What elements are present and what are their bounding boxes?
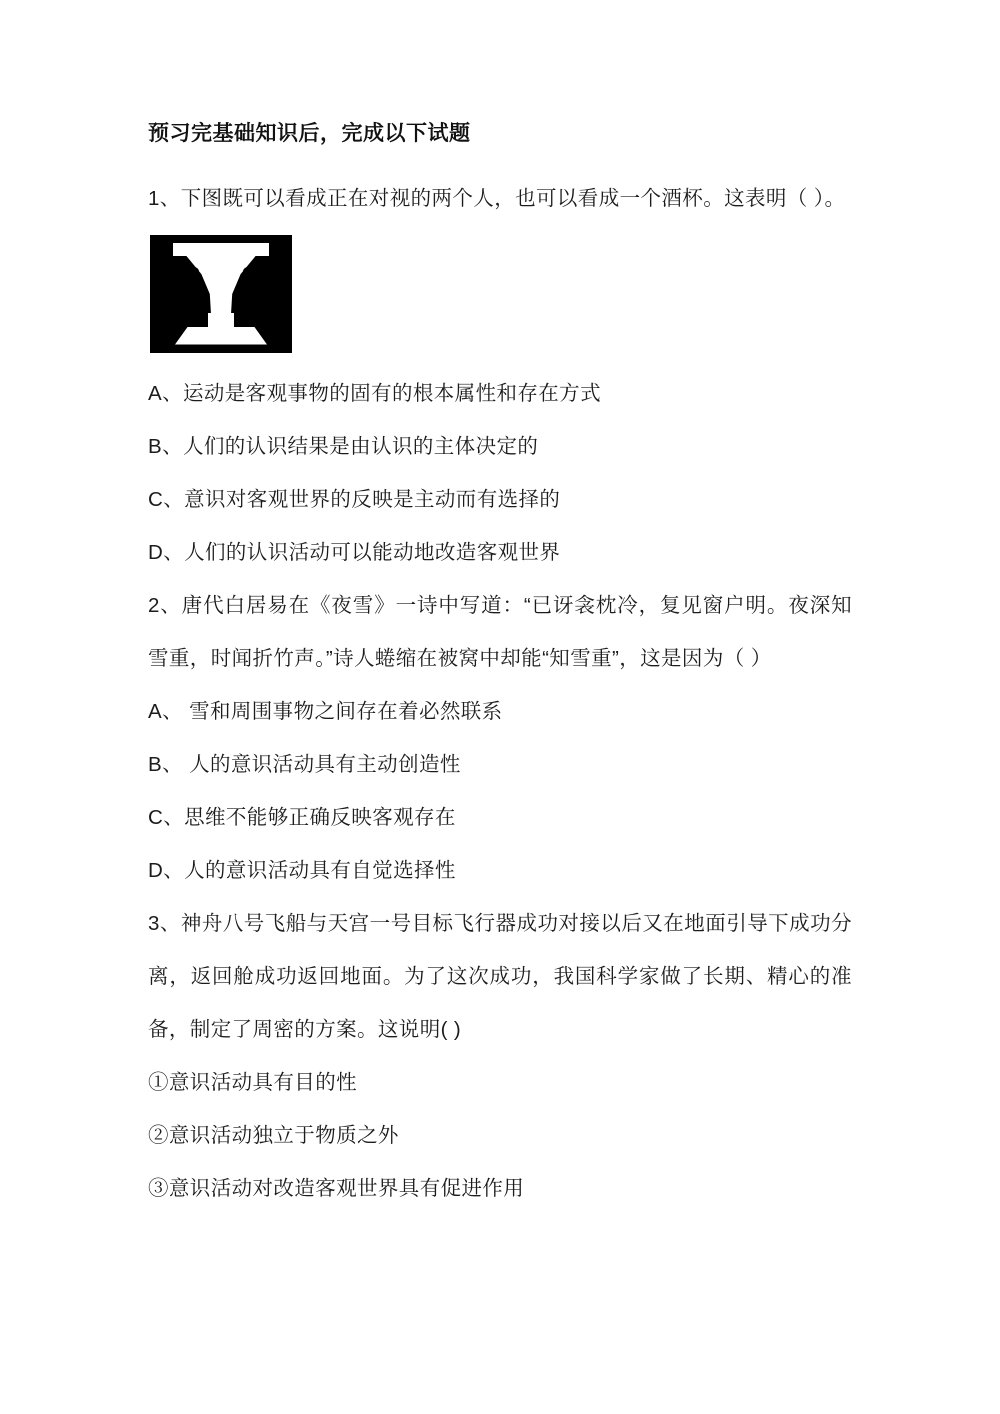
question-1-option-c: C、意识对客观世界的反映是主动而有选择的 — [148, 487, 561, 511]
vase-rim — [173, 243, 269, 256]
question-2-option-b: B、 人的意识活动具有主动创造性 — [148, 752, 461, 776]
face-lip-left — [192, 285, 204, 292]
vase-stem — [208, 313, 234, 329]
question-1-option-b: B、人们的认识结果是由认识的主体决定的 — [148, 434, 539, 458]
document-body — [148, 118, 852, 1215]
rubin-vase-illusion-image — [150, 235, 292, 353]
question-3-stem: 3、神舟八号飞船与天宫一号目标飞行器成功对接以后又在地面引导下成功分离，返回舱成功返回地面。为了这次成功，我国科学家做了长期、精心的准备，制定了周密的方案。这说明( ) — [148, 911, 852, 1041]
face-notch-left — [189, 267, 199, 276]
question-2-option-c: C、思维不能够正确反映客观存在 — [148, 805, 456, 829]
vase-base — [175, 327, 267, 345]
question-2-stem: 2、唐代白居易在《夜雪》一诗中写道：“已讶衾枕冷，复见窗户明。夜深知雪重，时闻折竹声。”诗人蜷缩在被窝中却能“知雪重”，这是因为（ ） — [148, 593, 852, 670]
question-3-item-2: ②意识活动独立于物质之外 — [148, 1123, 399, 1147]
face-notch-right — [243, 267, 253, 276]
question-3-item-1: ①意识活动具有目的性 — [148, 1070, 357, 1094]
vase-shape — [173, 243, 269, 345]
face-lip-right — [238, 285, 250, 292]
question-1-option-a: A、运动是客观事物的固有的根本属性和存在方式 — [148, 381, 601, 405]
question-2-option-a: A、 雪和周围事物之间存在着必然联系 — [148, 699, 503, 723]
question-1-option-d: D、人们的认识活动可以能动地改造客观世界 — [148, 540, 561, 564]
page-title: 预习完基础知识后，完成以下试题 — [148, 122, 471, 145]
question-1-stem: 1、下图既可以看成正在对视的两个人，也可以看成一个酒杯。这表明（ ）。 — [148, 186, 846, 210]
question-2-option-d: D、人的意识活动具有自觉选择性 — [148, 858, 456, 882]
question-3-item-3: ③意识活动对改造客观世界具有促进作用 — [148, 1176, 525, 1200]
question-1-figure — [150, 235, 852, 353]
